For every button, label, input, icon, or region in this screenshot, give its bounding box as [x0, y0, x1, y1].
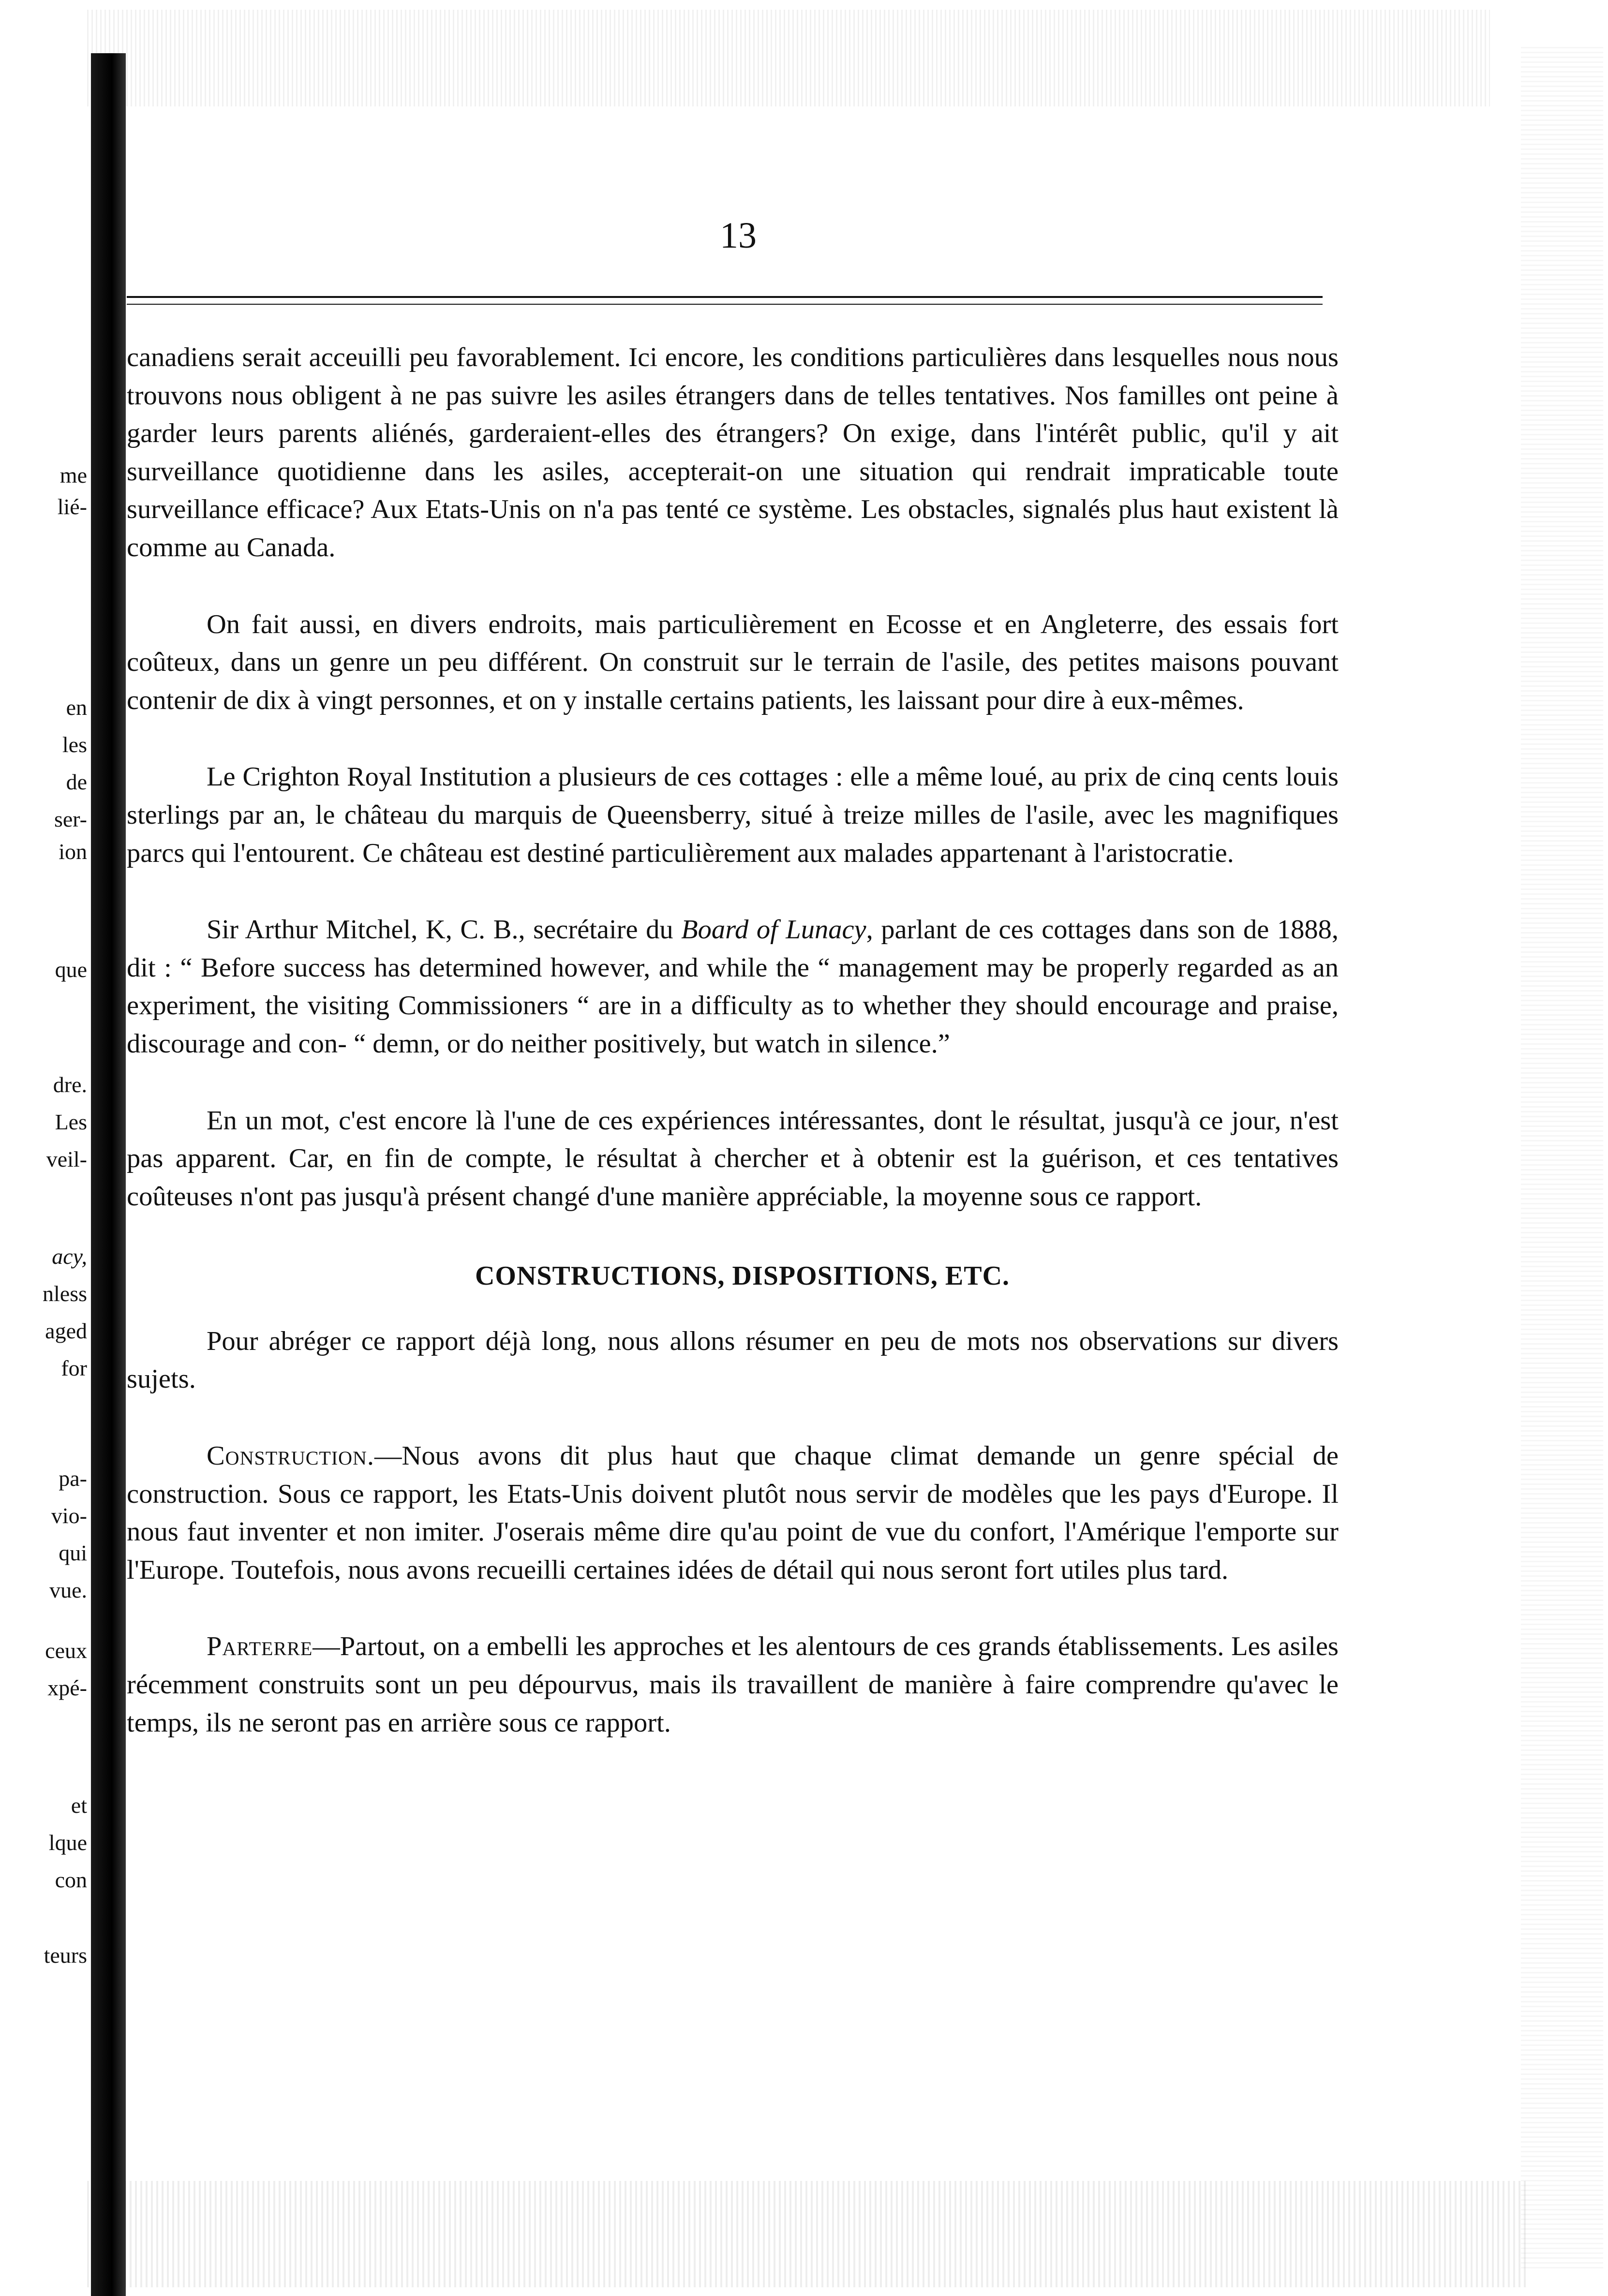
facing-fragment: ceux	[45, 1638, 87, 1663]
facing-fragment: acy,	[52, 1244, 87, 1269]
facing-fragment: xpé-	[47, 1675, 87, 1700]
paragraph-construction	[127, 1437, 1339, 1589]
facing-fragment: me	[60, 463, 87, 488]
facing-fragment: Les	[55, 1110, 87, 1134]
parterre-text: —Partout, on a embelli les approches et les alentours de ces grands établissements. Les asiles récemment construits sont un peu dépourvus, mais ils travaillent de manière à faire comprendre qu'avec le temps, ils ne seront pas en arrière sous ce rapport.	[127, 1631, 1339, 1738]
mitchel-quote: , parlant de ces cottages dans son de 1888, dit : “ Before success has determined however, and while the “ management may be properly regarded as an experiment, the visiting Commissioners “ are in a difficulty as to whether they should encourage and praise, discourage and con- “ demn, or do neither positively, but watch in silence.”	[127, 915, 1339, 1059]
header-rule	[127, 296, 1323, 298]
facing-fragment: qui	[59, 1541, 87, 1565]
scan-noise-top	[87, 10, 1490, 106]
facing-fragment: et	[71, 1793, 87, 1818]
mitchel-intro: Sir Arthur Mitchel, K, C. B., secrétaire du	[207, 915, 682, 945]
facing-fragment: de	[66, 770, 87, 794]
facing-fragment: teurs	[44, 1943, 87, 1968]
paragraph-summary: Pour abréger ce rapport déjà long, nous allons résumer en peu de mots nos observations sur divers sujets.	[127, 1326, 1339, 1394]
facing-fragment: en	[66, 695, 87, 720]
header-rule-thin	[127, 304, 1323, 305]
construction-text: —Nous avons dit plus haut que chaque climat demande un genre spécial de construction. Sous ce rapport, les Etats-Unis doivent plutôt nous servir de modèles que les pays d'Europe. Il nous faut inventer et non imiter. J'oserais même dire qu'au point de vue du confort, l'Amérique l'emporte sur l'Europe. Toutefois, nous avons recueilli certaines idées de détail qui nous seront fort utiles plus tard.	[127, 1441, 1339, 1585]
paragraph-parterre	[127, 1628, 1339, 1742]
paragraph-crighton: Le Crighton Royal Institution a plusieurs de ces cottages : elle a même loué, au prix de cinq cents louis sterlings par an, le château du marquis de Queensberry, situé à treize milles de l'asile, avec les magnifiques parcs qui l'entourent. Ce château est destiné particulièrement aux malades appartenant à l'aristocratie.	[127, 762, 1339, 868]
page-body	[127, 339, 1339, 1742]
paragraph-continuation: canadiens serait acceuilli peu favorablement. Ici encore, les conditions particulières dans lesquelles nous nous trouvons nous obligent à ne pas suivre les asiles étrangers dans de telles tentatives. Nos familles ont peine à garder leurs parents aliénés, garderaient-elles des étrangers? On exige, dans l'intérêt public, qu'il y ait surveillance quotidienne dans les asiles, accepterait-on une situation qui rendrait impraticable toute surveillance efficace? Aux Etats-Unis on n'a pas tenté ce système. Les obstacles, signalés plus haut existent là comme au Canada.	[127, 342, 1339, 563]
paragraph-conclusion: En un mot, c'est encore là l'une de ces expériences intéressantes, dont le résultat, jusqu'à ce jour, n'est pas apparent. Car, en fin de compte, le résultat à chercher et à obtenir est la guérison, et ces tentatives coûteuses n'ont pas jusqu'à présent changé d'une manière appréciable, la moyenne sous ce rapport.	[127, 1105, 1339, 1212]
facing-fragment: con	[55, 1867, 87, 1892]
facing-fragment: dre.	[53, 1072, 87, 1097]
facing-fragment: for	[61, 1356, 87, 1380]
facing-fragment: aged	[45, 1318, 87, 1343]
facing-fragment: vue.	[49, 1578, 87, 1602]
scan-noise-bottom	[87, 2181, 1529, 2287]
binding-shadow	[91, 53, 126, 2296]
facing-fragment: vio-	[51, 1503, 87, 1528]
facing-page-fragments	[0, 290, 87, 2225]
parterre-label: Parterre	[207, 1631, 313, 1662]
paragraph-cottages: On fait aussi, en divers endroits, mais particulièrement en Ecosse et en Angleterre, des essais fort coûteux, dans un genre un peu différent. On construit sur le terrain de l'asile, des petites maisons pouvant contenir de dix à vingt personnes, et on y installe certains patients, les laissant pour dire à eux-mêmes.	[127, 609, 1339, 715]
facing-fragment: nless	[43, 1281, 87, 1306]
facing-fragment: pa-	[59, 1466, 87, 1491]
page-number: 13	[720, 215, 757, 256]
facing-fragment: veil-	[46, 1147, 87, 1171]
facing-fragment: lque	[48, 1830, 87, 1855]
construction-label: Construction.	[207, 1441, 375, 1471]
facing-fragment: lié-	[57, 494, 87, 519]
scan-noise-right	[1521, 44, 1603, 2268]
facing-fragment: ser-	[54, 807, 87, 831]
section-heading: CONSTRUCTIONS, DISPOSITIONS, ETC.	[475, 1261, 1010, 1291]
facing-fragment: les	[62, 732, 87, 757]
paragraph-mitchel	[127, 911, 1339, 1063]
facing-fragment: ion	[59, 839, 87, 864]
facing-fragment: que	[55, 957, 87, 982]
board-of-lunacy: Board of Lunacy	[681, 915, 866, 945]
